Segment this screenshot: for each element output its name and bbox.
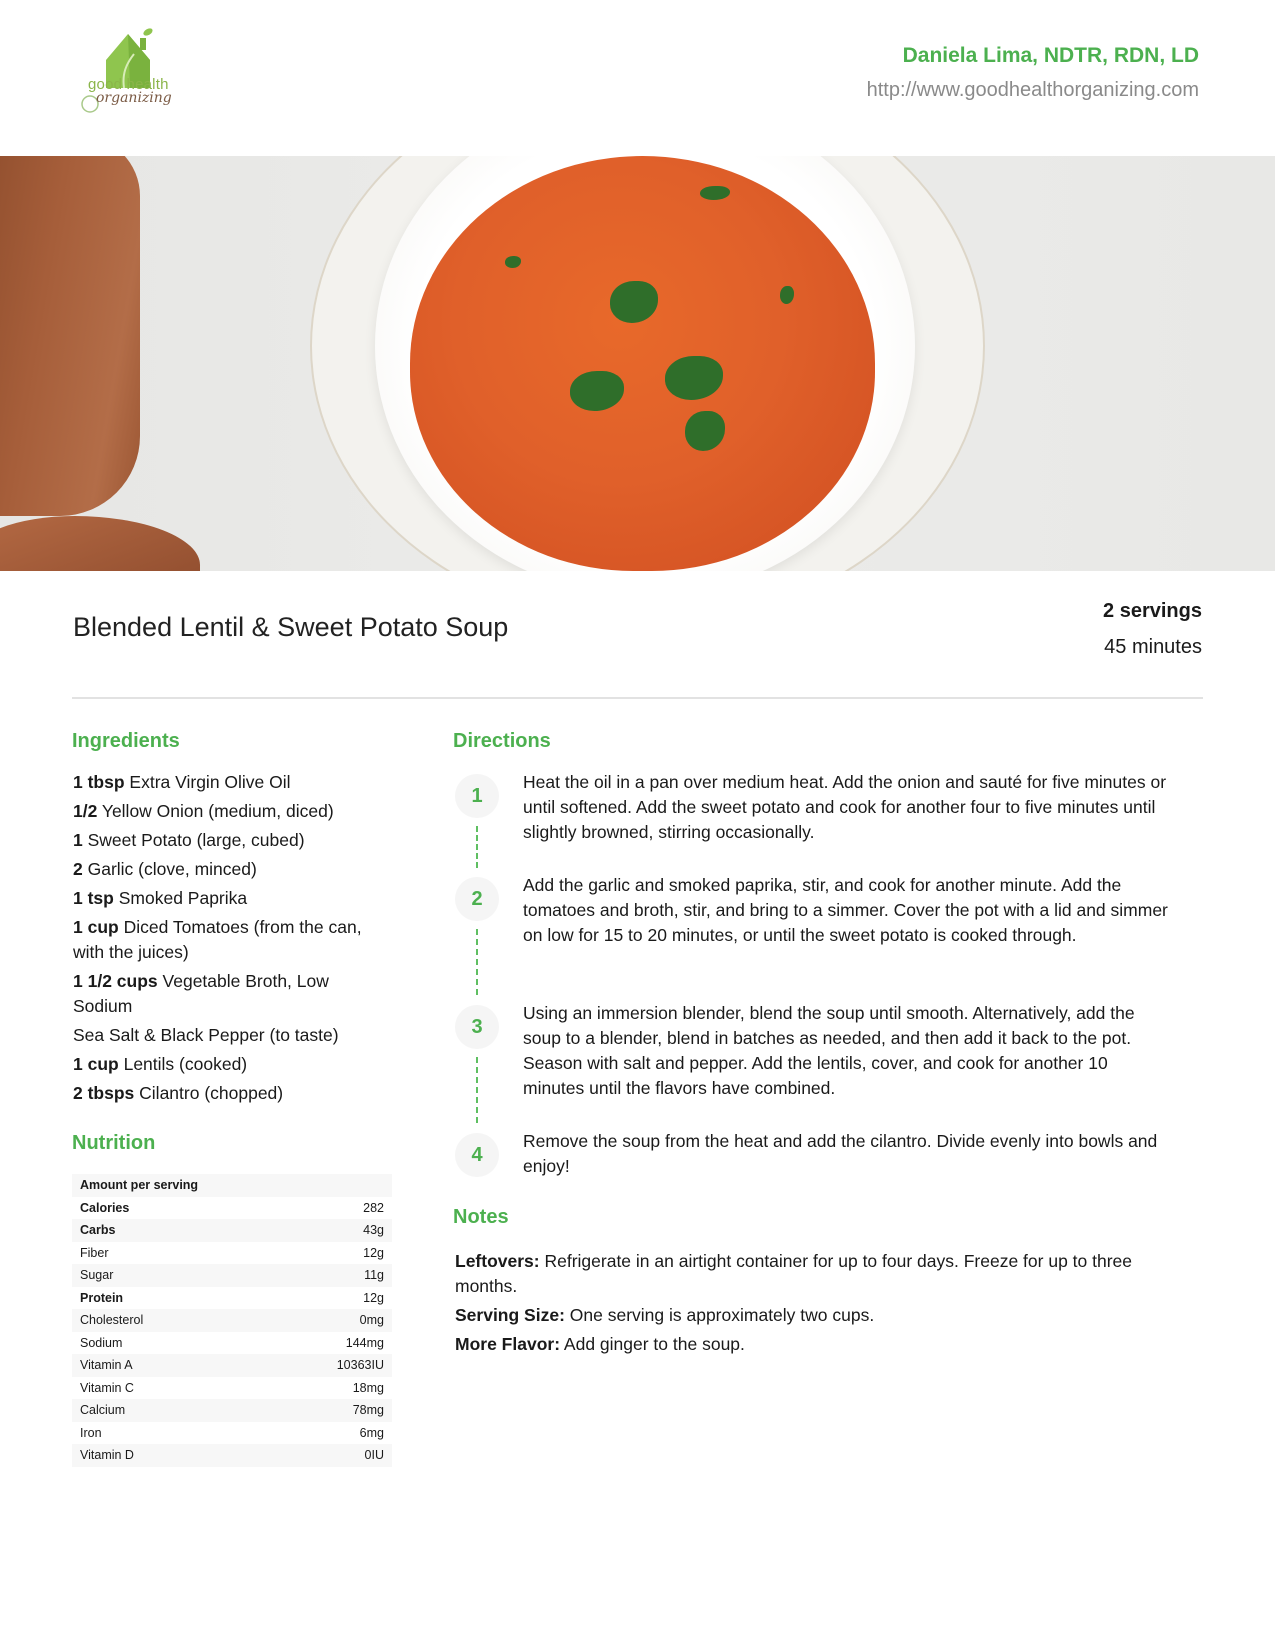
nutrition-row: Sodium 144mg: [80, 1335, 384, 1350]
nutrition-row: Vitamin C 18mg: [80, 1380, 384, 1395]
ingredients-list: [73, 770, 393, 1110]
direction-step: [453, 1001, 1173, 1129]
nutrition-row: Carbs 43g: [72, 1219, 392, 1242]
nutrition-table: [72, 1174, 392, 1467]
step-connector-line: [476, 826, 478, 868]
nutrition-row: Sugar 11g: [72, 1264, 392, 1287]
ingredient-item: 1 Sweet Potato (large, cubed): [73, 830, 305, 850]
step-number-badge: 3: [455, 1005, 499, 1049]
divider: [72, 697, 1203, 699]
nutrition-row: Vitamin A 10363IU: [72, 1354, 392, 1377]
direction-step: [453, 1129, 1173, 1189]
note-item: Serving Size: One serving is approximately two cups.: [455, 1305, 875, 1325]
ingredient-item: 1 tbsp Extra Virgin Olive Oil: [73, 772, 291, 792]
website-link[interactable]: http://www.goodhealthorganizing.com: [866, 79, 1199, 101]
recipe-title: Blended Lentil & Sweet Potato Soup: [73, 612, 509, 642]
nutrition-row: Fiber 12g: [80, 1245, 384, 1260]
nutrition-row: Calories 282: [80, 1200, 384, 1215]
page-header: [0, 0, 1275, 155]
note-item: More Flavor: Add ginger to the soup.: [455, 1334, 745, 1354]
ingredient-item: 1 tsp Smoked Paprika: [73, 888, 248, 908]
ingredient-item: 2 Garlic (clove, minced): [73, 859, 257, 879]
step-connector-line: [476, 1057, 478, 1123]
step-text: Heat the oil in a pan over medium heat. Add the onion and sauté for five minutes or until softened. Add the sweet potato and cook for another four to five minutes until slightly browned, stirring occasionally.: [523, 772, 1167, 842]
directions-list: [453, 770, 1173, 1189]
ingredients-heading: Ingredients: [72, 730, 180, 752]
logo-text-good-health: good health: [88, 76, 169, 93]
author-name: Daniela Lima, NDTR, RDN, LD: [902, 44, 1199, 67]
ingredient-item: 1 1/2 cups Vegetable Broth, Low Sodium: [73, 971, 329, 1016]
step-number-badge: 4: [455, 1133, 499, 1177]
hero-soup-image: [0, 156, 1275, 571]
direction-step: [453, 770, 1173, 873]
nutrition-header-row: Amount per serving: [72, 1174, 392, 1197]
servings-count: 2 servings: [1103, 600, 1202, 622]
step-text: Using an immersion blender, blend the soup until smooth. Alternatively, add the soup to a blender, blend in batches as needed, and then add it back to the pot. Season with salt and pepper. Add the lentils, cover, and cook for another 10 minutes until the flavors have combined.: [523, 1003, 1135, 1098]
note-item: Leftovers: Refrigerate in an airtight container for up to four days. Freeze for up to three months.: [455, 1251, 1133, 1296]
ingredient-item: 1/2 Yellow Onion (medium, diced): [73, 801, 334, 821]
nutrition-row: Cholesterol 0mg: [72, 1309, 392, 1332]
ingredient-item: 1 cup Lentils (cooked): [73, 1054, 248, 1074]
soup: [410, 156, 875, 571]
ingredient-item: 2 tbsps Cilantro (chopped): [73, 1083, 284, 1103]
directions-heading: Directions: [453, 730, 551, 752]
step-text: Remove the soup from the heat and add the cilantro. Divide evenly into bowls and enjoy!: [523, 1131, 1158, 1176]
nutrition-row: Calcium 78mg: [72, 1399, 392, 1422]
nutrition-row: Vitamin D 0IU: [72, 1444, 392, 1467]
step-number-badge: 1: [455, 774, 499, 818]
total-time: 45 minutes: [1104, 636, 1202, 658]
notes-heading: Notes: [453, 1206, 509, 1228]
notes-list: [455, 1249, 1175, 1361]
step-text: Add the garlic and smoked paprika, stir, and cook for another minute. Add the tomatoes and broth, stir, and bring to a simmer. Cover the pot with a lid and simmer on low for 15 to 20 minutes, or until the sweet potato is cooked through.: [523, 875, 1168, 945]
ingredient-item: Sea Salt & Black Pepper (to taste): [73, 1025, 339, 1045]
ingredient-item: 1 cup Diced Tomatoes (from the can, with the juices): [73, 917, 362, 962]
step-number-badge: 2: [455, 877, 499, 921]
step-connector-line: [476, 929, 478, 995]
nutrition-heading: Nutrition: [72, 1132, 156, 1154]
direction-step: [453, 873, 1173, 1001]
nutrition-row: Iron 6mg: [80, 1425, 384, 1440]
logo-text-organizing: organizing: [96, 90, 172, 106]
nutrition-row: Protein 12g: [80, 1290, 384, 1305]
napkin-fold: [0, 516, 200, 571]
napkin: [0, 156, 140, 516]
